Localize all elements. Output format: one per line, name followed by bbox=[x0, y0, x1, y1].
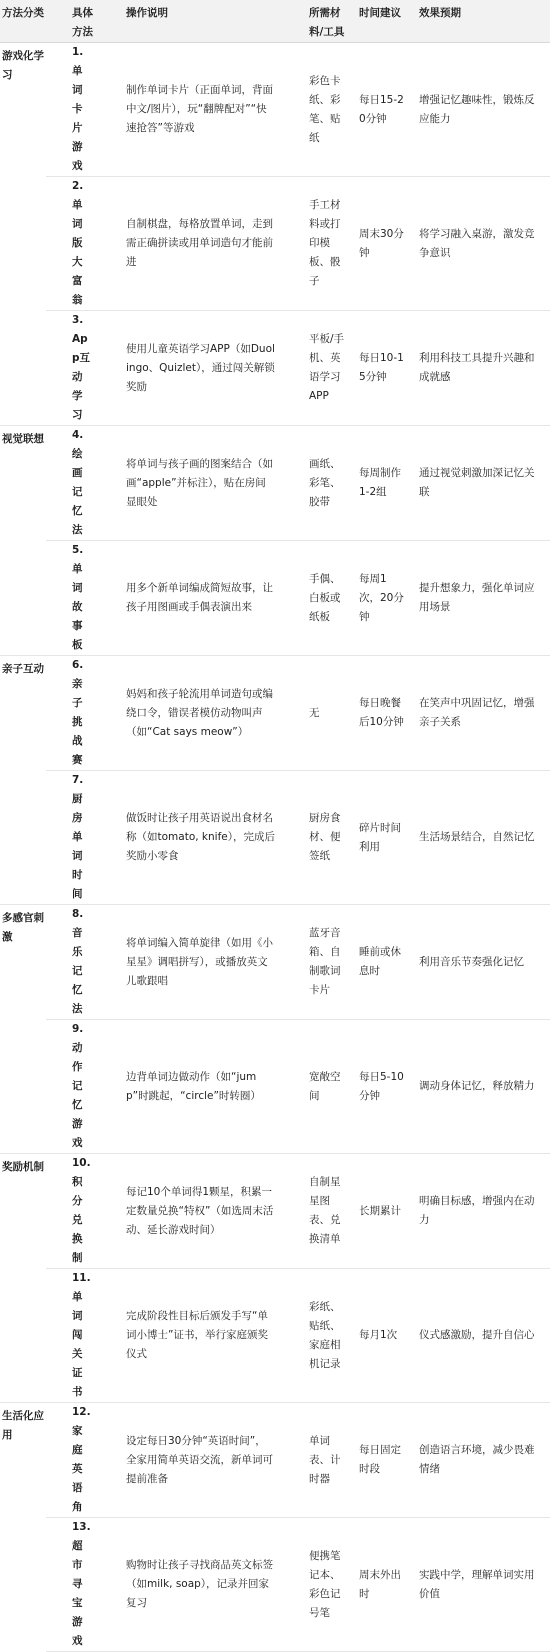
group-label: 多感官刺激 bbox=[2, 912, 44, 943]
method-desc: 将单词编入简单旋律（如用《小星星》调唱拼写），或播放英文儿歌跟唱 bbox=[126, 936, 273, 987]
method-desc: 妈妈和孩子轮流用单词造句或编绕口令，错误者模仿动物叫声（如“Cat says meow”） bbox=[126, 687, 273, 738]
group-label: 亲子互动 bbox=[2, 663, 44, 675]
method-name: 10. 积分兑换制 bbox=[72, 1157, 91, 1264]
header-desc: 操作说明 bbox=[98, 0, 281, 43]
method-materials: 宽敞空间 bbox=[309, 1070, 341, 1102]
method-name: 13. 超市寻宝游戏 bbox=[72, 1521, 91, 1647]
group-label: 游戏化学习 bbox=[2, 50, 44, 81]
table-row bbox=[0, 311, 550, 426]
table-row bbox=[0, 1020, 550, 1154]
header-time: 时间建议 bbox=[353, 0, 411, 43]
method-time: 每周1次，20分钟 bbox=[359, 572, 404, 623]
method-time: 睡前或休息时 bbox=[359, 946, 401, 977]
method-name: 7. 厨房单词时间 bbox=[72, 774, 84, 900]
table-row bbox=[0, 541, 550, 656]
method-effect: 仪式感激励，提升自信心 bbox=[419, 1329, 535, 1341]
method-desc: 设定每日30分钟“英语时间”，全家用简单英语交流，新单词可提前准备 bbox=[126, 1434, 273, 1485]
method-materials: 手偶、白板或纸板 bbox=[309, 572, 341, 623]
method-materials: 自制星星图表、兑换清单 bbox=[309, 1176, 341, 1245]
method-time: 每周制作1-2组 bbox=[359, 467, 401, 498]
method-time: 周末外出时 bbox=[359, 1568, 401, 1600]
method-materials: 彩纸、贴纸、家庭相机记录 bbox=[309, 1300, 341, 1370]
method-time: 每月1次 bbox=[359, 1329, 398, 1341]
method-desc: 做饭时让孩子用英语说出食材名称（如tomato, knife），完成后奖励小零食 bbox=[126, 812, 275, 862]
table-row bbox=[0, 426, 550, 541]
method-time: 每日晚餐后10分钟 bbox=[359, 697, 404, 728]
method-materials: 手工材料或打印模板、骰子 bbox=[309, 199, 341, 287]
method-time: 周末30分钟 bbox=[359, 227, 404, 259]
method-materials: 便携笔记本、彩色记号笔 bbox=[309, 1549, 341, 1619]
method-name: 5. 单词故事板 bbox=[72, 544, 84, 651]
table-row bbox=[0, 1154, 550, 1269]
method-desc: 购物时让孩子寻找商品英文标签（如milk, soap），记录并回家复习 bbox=[126, 1559, 273, 1609]
method-name: 12. 家庭英语角 bbox=[72, 1406, 91, 1513]
method-name: 9. 动作记忆游戏 bbox=[72, 1023, 84, 1149]
method-materials: 厨房食材、便签纸 bbox=[309, 812, 341, 862]
table-row bbox=[0, 771, 550, 905]
method-desc: 完成阶段性目标后颁发手写“单词小博士”证书，举行家庭颁奖仪式 bbox=[126, 1310, 268, 1360]
method-effect: 调动身体记忆，释放精力 bbox=[419, 1080, 535, 1092]
method-effect: 通过视觉刺激加深记忆关联 bbox=[419, 467, 535, 498]
table-row bbox=[0, 1403, 550, 1518]
table-row bbox=[0, 905, 550, 1020]
method-effect: 创造语言环境，减少畏难情绪 bbox=[419, 1444, 535, 1475]
table-row bbox=[0, 656, 550, 771]
method-name: 6. 亲子挑战赛 bbox=[72, 659, 84, 766]
group-label: 生活化应用 bbox=[2, 1410, 44, 1441]
method-name: 11. 单词闯关证书 bbox=[72, 1272, 91, 1398]
method-materials: 无 bbox=[309, 706, 320, 719]
table-row bbox=[0, 1518, 550, 1652]
method-time: 每日5-10分钟 bbox=[359, 1070, 404, 1102]
table-row bbox=[0, 177, 550, 311]
method-desc: 用多个新单词编成简短故事，让孩子用图画或手偶表演出来 bbox=[126, 582, 273, 613]
method-name: 1. 单词卡片游戏 bbox=[72, 46, 84, 172]
method-materials: 画纸、彩笔、胶带 bbox=[309, 457, 341, 508]
method-name: 8. 音乐记忆法 bbox=[72, 908, 84, 1015]
method-materials: 平板/手机、英语学习APP bbox=[309, 333, 345, 402]
method-time: 长期累计 bbox=[359, 1204, 401, 1217]
method-name: 4. 绘画记忆法 bbox=[72, 429, 84, 536]
header-method: 方法分类 bbox=[0, 0, 46, 43]
table-row bbox=[0, 43, 550, 177]
method-materials: 蓝牙音箱、自制歌词卡片 bbox=[309, 927, 341, 996]
method-desc: 每记10个单词得1颗星，积累一定数量兑换“特权”（如选周末活动、延长游戏时间） bbox=[126, 1185, 274, 1236]
method-effect: 生活场景结合，自然记忆 bbox=[419, 831, 535, 843]
method-effect: 利用科技工具提升兴趣和成就感 bbox=[419, 352, 535, 383]
table-row bbox=[0, 1269, 550, 1403]
method-time: 碎片时间利用 bbox=[359, 821, 401, 853]
header-row bbox=[0, 0, 550, 43]
method-effect: 增强记忆趣味性，锻炼反应能力 bbox=[419, 93, 535, 125]
method-time: 每日15-20分钟 bbox=[359, 93, 404, 125]
header-materials: 所需材料/工具 bbox=[281, 0, 353, 43]
method-effect: 在笑声中巩固记忆，增强亲子关系 bbox=[419, 697, 535, 728]
method-name: 3. App互动学习 bbox=[72, 314, 91, 421]
header-name: 具体方法 bbox=[46, 0, 98, 43]
method-time: 每日固定时段 bbox=[359, 1444, 401, 1475]
method-desc: 使用儿童英语学习APP（如Duolingo、Quizlet），通过闯关解锁奖励 bbox=[126, 342, 275, 393]
method-time: 每日10-15分钟 bbox=[359, 352, 404, 383]
method-desc: 边背单词边做动作（如“jump”时跳起，“circle”时转圈） bbox=[126, 1070, 261, 1102]
method-effect: 提升想象力，强化单词应用场景 bbox=[419, 582, 535, 613]
method-effect: 实践中学，理解单词实用价值 bbox=[419, 1568, 535, 1600]
method-name: 2. 单词版大富翁 bbox=[72, 180, 84, 306]
group-label: 奖励机制 bbox=[2, 1161, 44, 1173]
method-desc: 将单词与孩子画的图案结合（如画“apple”并标注），贴在房间显眼处 bbox=[126, 457, 273, 508]
header-effect: 效果预期 bbox=[411, 0, 550, 43]
method-effect: 明确目标感，增强内在动力 bbox=[419, 1195, 535, 1226]
method-materials: 单词表、计时器 bbox=[309, 1434, 341, 1485]
method-materials: 彩色卡纸、彩笔、贴纸 bbox=[309, 74, 341, 144]
method-effect: 利用音乐节奏强化记忆 bbox=[419, 955, 524, 968]
method-desc: 制作单词卡片（正面单词，背面中文/图片），玩“翻牌配对”“快速抢答”等游戏 bbox=[126, 84, 273, 134]
method-desc: 自制棋盘，每格放置单词，走到需正确拼读或用单词造句才能前进 bbox=[126, 218, 273, 268]
method-effect: 将学习融入桌游，激发竞争意识 bbox=[419, 227, 535, 259]
group-label: 视觉联想 bbox=[2, 433, 44, 445]
